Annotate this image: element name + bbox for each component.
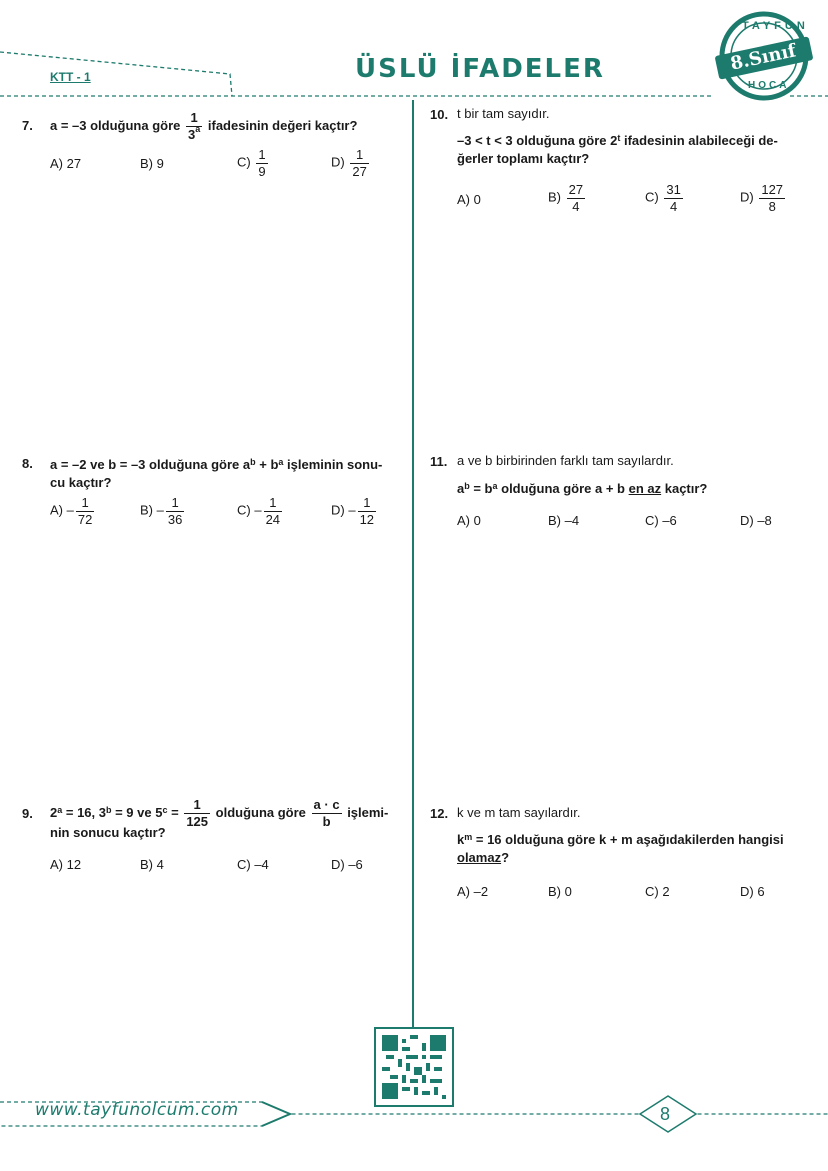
- question-stem: –3 < t < 3 olduğuna göre 2$^t$ ifadesinin alabileceği de- ğerler toplamı kaçtır?: [457, 133, 778, 166]
- question-number: 9.: [22, 806, 33, 821]
- question-number: 8.: [22, 456, 33, 471]
- question-stem: $a^b = b^a$ olduğuna göre a + b en az kaçtır?: [457, 481, 708, 496]
- option-c[interactable]: C) 2: [645, 884, 670, 899]
- option-b[interactable]: B) 9: [140, 156, 164, 171]
- tayfun-hoca-stamp-logo: [712, 10, 816, 102]
- option-b[interactable]: B) $\frac{27}{4}$: [548, 182, 584, 214]
- page-number: 8: [660, 1104, 671, 1124]
- option-a[interactable]: A) –2: [457, 884, 489, 899]
- option-a[interactable]: A) 0: [457, 192, 481, 207]
- option-b[interactable]: B) 0: [548, 884, 572, 899]
- page-title: ÜSLÜ İFADELER: [355, 54, 605, 84]
- question-number: 7.: [22, 118, 33, 133]
- website-link[interactable]: www.tayfunolcum.com: [35, 1100, 239, 1120]
- option-a[interactable]: A) 27: [50, 156, 82, 171]
- option-b[interactable]: B) 4: [140, 857, 164, 872]
- option-c[interactable]: C) $\frac{1}{9}$: [237, 147, 266, 179]
- option-a[interactable]: A) 0: [457, 513, 481, 528]
- option-d[interactable]: D) $\frac{1}{27}$: [331, 147, 367, 179]
- option-a[interactable]: A) 12: [50, 857, 82, 872]
- option-d[interactable]: D) 6: [740, 884, 765, 899]
- option-c[interactable]: C) $\frac{31}{4}$: [645, 182, 681, 214]
- question-number: 11.: [430, 454, 448, 469]
- question-stem: $2^a = 16$, $3^b = 9$ ve $5^c$ = $\frac{1}{125}$ olduğuna göre $\frac{a \cdot c}{b}$ işlemi-: [50, 797, 389, 830]
- option-d[interactable]: D) $\frac{127}{8}$: [740, 182, 784, 214]
- option-c[interactable]: C) – $\frac{1}{24}$: [237, 495, 281, 527]
- stamp-mid-text: 8.Sınıf: [728, 40, 798, 75]
- option-b[interactable]: B) –4: [548, 513, 580, 528]
- question-intro: k ve m tam sayılardır.: [457, 805, 581, 820]
- question-stem: $k^m = 16$ olduğuna göre k + m aşağıdakilerden hangisi olamaz?: [457, 832, 784, 865]
- question-stem: a = –3 olduğuna göre $\frac{1}{3^a}$ ifadesinin değeri kaçtır?: [50, 110, 358, 143]
- option-b[interactable]: B) – $\frac{1}{36}$: [140, 495, 183, 527]
- question-number: 12.: [430, 806, 449, 821]
- option-c[interactable]: C) –6: [645, 513, 677, 528]
- column-divider: [412, 100, 414, 1030]
- option-d[interactable]: D) – $\frac{1}{12}$: [331, 495, 375, 527]
- option-d[interactable]: D) –6: [331, 857, 363, 872]
- stamp-bottom-text: HOCA: [748, 80, 790, 91]
- question-stem-line2: nin sonucu kaçtır?: [50, 825, 166, 840]
- fraction: $\frac{1}{3^a}$: [188, 110, 201, 143]
- question-stem: a = –2 ve b = –3 olduğuna göre $a^b + b^a$ işleminin sonu- cu kaçtır?: [50, 457, 383, 490]
- option-d[interactable]: D) –8: [740, 513, 772, 528]
- option-a[interactable]: A) – $\frac{1}{72}$: [50, 495, 93, 527]
- footer-decoration: [0, 1090, 828, 1150]
- ktt-label: KTT - 1: [50, 70, 91, 84]
- question-intro: t bir tam sayıdır.: [457, 106, 550, 121]
- option-c[interactable]: C) –4: [237, 857, 269, 872]
- question-number: 10.: [430, 107, 449, 122]
- stamp-top-text: TAYFUN: [742, 20, 809, 32]
- question-intro: a ve b birbirinden farklı tam sayılardır.: [457, 453, 674, 468]
